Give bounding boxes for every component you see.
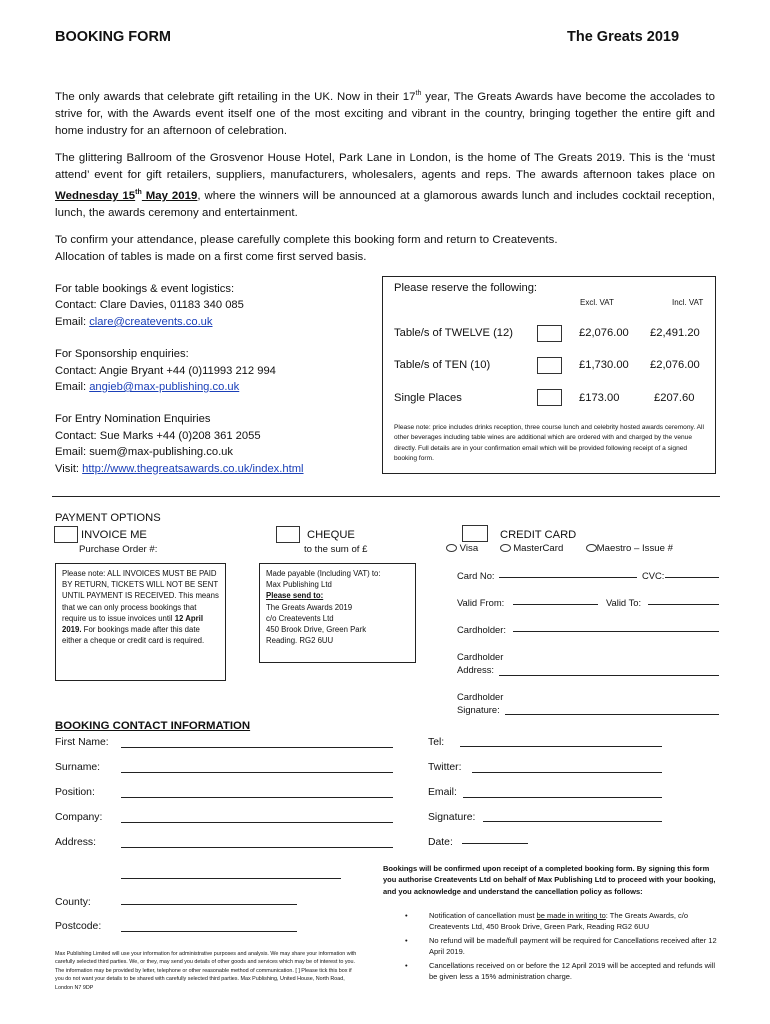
email-label: Email: xyxy=(428,787,457,798)
row-twelve-label: Table/s of TWELVE (12) xyxy=(394,327,513,339)
maestro-radio[interactable] xyxy=(586,544,597,552)
logistics-heading: For table bookings & event logistics: xyxy=(55,283,235,295)
form-title: BOOKING FORM xyxy=(55,29,171,45)
row-ten-checkbox[interactable] xyxy=(537,357,562,374)
date-field[interactable] xyxy=(462,843,528,844)
entry-contact: Contact: Sue Marks +44 (0)208 361 2055 xyxy=(55,429,261,442)
section-divider xyxy=(52,496,720,497)
cancellation-bullet: • No refund will be made/full payment will be required for Cancellations received after 12 April 2019. xyxy=(383,935,723,958)
cardholder-address-field[interactable] xyxy=(499,675,719,676)
position-field[interactable] xyxy=(121,797,393,798)
sponsor-heading: For Sponsorship enquiries: xyxy=(55,348,189,361)
cheque-address-box xyxy=(259,563,416,663)
credit-card-label: CREDIT CARD xyxy=(500,529,577,541)
row-single-excl: £173.00 xyxy=(579,392,620,404)
cheque-label: CHEQUE xyxy=(307,529,355,541)
cheque-payable-label: Made payable (Including VAT) to: xyxy=(266,569,381,578)
visa-radio[interactable] xyxy=(446,544,457,552)
event-title: The Greats 2019 xyxy=(567,29,680,45)
entry-email: Email: suem@max-publishing.co.uk xyxy=(55,446,233,459)
cardholder-signature-field[interactable] xyxy=(505,714,719,715)
card-type-options xyxy=(446,543,673,554)
invoice-note-box xyxy=(55,563,226,681)
row-twelve-excl: £2,076.00 xyxy=(579,327,629,339)
maestro-label: Maestro – Issue # xyxy=(596,543,673,554)
reserve-heading: Please reserve the following: xyxy=(394,282,538,294)
cvc-field[interactable] xyxy=(665,577,719,578)
intro-paragraph-3: To confirm your attendance, please carefully complete this booking form and return to Createvents. Allocation of tables is made on a first come first served basis. xyxy=(55,234,558,263)
email-field[interactable] xyxy=(463,797,662,798)
postcode-field[interactable] xyxy=(121,931,297,932)
entry-heading: For Entry Nomination Enquiries xyxy=(55,413,211,426)
company-label: Company: xyxy=(55,812,103,823)
card-number-label: Card No: xyxy=(457,570,495,581)
excl-vat-header: Excl. VAT xyxy=(580,298,614,307)
cardholder-label: Cardholder: xyxy=(457,624,506,635)
invoice-checkbox[interactable] xyxy=(54,526,78,543)
cvc-label: CVC: xyxy=(642,570,665,581)
row-twelve-incl: £2,491.20 xyxy=(650,327,700,339)
mastercard-radio[interactable] xyxy=(500,544,511,552)
address-label: Address: xyxy=(55,837,97,848)
contact-info-heading: BOOKING CONTACT INFORMATION xyxy=(55,720,251,732)
reserve-box xyxy=(382,276,716,474)
incl-vat-header: Incl. VAT xyxy=(672,298,704,307)
sponsor-contact: Contact: Angie Bryant +44 (0)11993 212 994 xyxy=(55,364,276,377)
valid-from-label: Valid From: xyxy=(457,597,505,608)
cardholder-field[interactable] xyxy=(513,631,719,632)
surname-field[interactable] xyxy=(121,772,393,773)
row-ten-excl: £1,730.00 xyxy=(579,359,629,371)
cancellation-policy-list xyxy=(383,910,723,982)
row-twelve-checkbox[interactable] xyxy=(537,325,562,342)
company-field[interactable] xyxy=(121,822,393,823)
valid-to-field[interactable] xyxy=(648,604,719,605)
row-ten-incl: £2,076.00 xyxy=(650,359,700,371)
address-field-2[interactable] xyxy=(121,878,341,879)
row-single-checkbox[interactable] xyxy=(537,389,562,406)
date-label: Date: xyxy=(428,837,453,848)
card-number-field[interactable] xyxy=(499,577,637,578)
invoice-label: INVOICE ME xyxy=(81,529,147,541)
surname-label: Surname: xyxy=(55,762,101,773)
cheque-address-line: 450 Brook Drive, Green Park xyxy=(266,625,367,635)
mastercard-label: MasterCard xyxy=(513,543,564,554)
intro-paragraph-1: The only awards that celebrate gift retailing in the UK. Now in their 17th year, The Greats Awards have become the accolades to strive for, with the Awards event itself one of the most exciting and vibrant in the country, bringing together the entire gift and home industry for an afternoon of celebration. xyxy=(55,90,715,137)
cheque-address-line: Reading. RG2 6UU xyxy=(266,636,334,646)
cardholder-address-label: Cardholder Address: xyxy=(457,651,504,676)
address-field-1[interactable] xyxy=(121,847,393,848)
county-label: County: xyxy=(55,897,91,908)
valid-to-label: Valid To: xyxy=(606,597,642,608)
signature-label: Signature: xyxy=(428,812,476,823)
credit-card-checkbox[interactable] xyxy=(462,525,488,542)
first-name-field[interactable] xyxy=(121,747,393,748)
cheque-sum-label: to the sum of £ xyxy=(304,544,368,555)
tel-field[interactable] xyxy=(460,746,662,747)
first-name-label: First Name: xyxy=(55,737,109,748)
reserve-note: Please note: price includes drinks reception, three course lunch and celebrity hosted awards ceremony. All other beverages including table wines are additional which are ordered with and charged by the venue directly. Full details are in your confirmation email which will be provided following receipt of a signed booking form. xyxy=(394,424,704,463)
twitter-field[interactable] xyxy=(472,772,662,773)
contacts-block: For table bookings & event logistics: Contact: Clare Davies, 01183 340 085 Email: clare@createvents.co.uk For Sponsorship enquiries: Contact: Angie Bryant +44 (0)11993 212 994 Email: angieb@max-publishing.co.uk For Entry Nomination Enquiries Contact: Sue Marks +44 (0)208 361 2055 Email: suem@max-publishing.co.uk Visit: http://www.thegreatsawards.co.uk/index.html xyxy=(55,281,375,477)
signature-field[interactable] xyxy=(483,821,662,822)
cheque-send-heading: Please send to: xyxy=(266,591,324,601)
row-single-incl: £207.60 xyxy=(654,392,695,404)
intro-paragraph-2: The glittering Ballroom of the Grosvenor House Hotel, Park Lane in London, is the home of The Greats 2019. This is the ‘must attend’ event for gift retailers, suppliers, manufacturers, wholesalers, agents and reps. The awards afternoon takes place on Wednesday 15th May 2019, where the winners will be announced at a glamorous awards lunch and includes cocktail reception, lunch, the awards ceremony and entertainment. xyxy=(55,152,716,219)
twitter-label: Twitter: xyxy=(428,762,462,773)
purchase-order-label: Purchase Order #: xyxy=(79,544,158,555)
terms-intro: Bookings will be confirmed upon receipt of a completed booking form. By signing this form you authorise Createvents Ltd on behalf of Max Publishing Ltd to proceed with your booking, and you acknowledge and understand the cancellation policy as follows: xyxy=(383,864,716,896)
cancellation-bullet: • Cancellations received on or before the 12 April 2019 will be accepted and refunds will be given less a 15% administration charge. xyxy=(383,960,723,983)
cheque-checkbox[interactable] xyxy=(276,526,300,543)
cancellation-bullet: • Notification of cancellation must be made in writing to: The Greats Awards, c/o Createvents Ltd, 450 Brook Drive, Green Park, Reading RG2 6UU xyxy=(383,910,723,933)
logistics-email-link[interactable]: clare@createvents.co.uk xyxy=(89,315,213,328)
privacy-notice: Max Publishing Limited will use your information for administrative purposes and analysis. We may share your information with carefully selected third parties. We, or they, may send you details of other goods and services which may be of interest to you. The information may be provided by letter, telephone or other reasonable method of communication. [ ] Please tick this box if you do not want your details to be shared with carefully selected third parties. Max Publishing, United House, North Road, London N7 9DP xyxy=(55,951,357,991)
cheque-payee: Max Publishing Ltd xyxy=(266,580,332,590)
row-ten-label: Table/s of TEN (10) xyxy=(394,359,491,371)
payment-heading: PAYMENT OPTIONS xyxy=(55,512,161,524)
invoice-note-text: Please note: ALL INVOICES MUST BE PAID BY RETURN, TICKETS WILL NOT BE SENT UNTIL PAYMENT IS RECEIVED. This means that we can only process bookings that require us to issue invoices until 12 April 2019. For bookings made after this date either a cheque or credit card is required. xyxy=(62,569,219,646)
valid-from-field[interactable] xyxy=(513,604,598,605)
sponsor-email-link[interactable]: angieb@max-publishing.co.uk xyxy=(89,381,240,394)
visa-label: Visa xyxy=(459,543,479,554)
tel-label: Tel: xyxy=(428,737,445,748)
cardholder-signature-label: Cardholder Signature: xyxy=(457,691,504,716)
row-single-label: Single Places xyxy=(394,392,462,404)
postcode-label: Postcode: xyxy=(55,921,102,932)
cheque-address-line: The Greats Awards 2019 xyxy=(266,602,353,612)
entry-website-link[interactable]: http://www.thegreatsawards.co.uk/index.html xyxy=(82,462,304,475)
cheque-address-line: c/o Createvents Ltd xyxy=(266,613,334,623)
position-label: Position: xyxy=(55,787,95,798)
logistics-contact: Contact: Clare Davies, 01183 340 085 xyxy=(55,299,244,312)
county-field[interactable] xyxy=(121,904,297,905)
